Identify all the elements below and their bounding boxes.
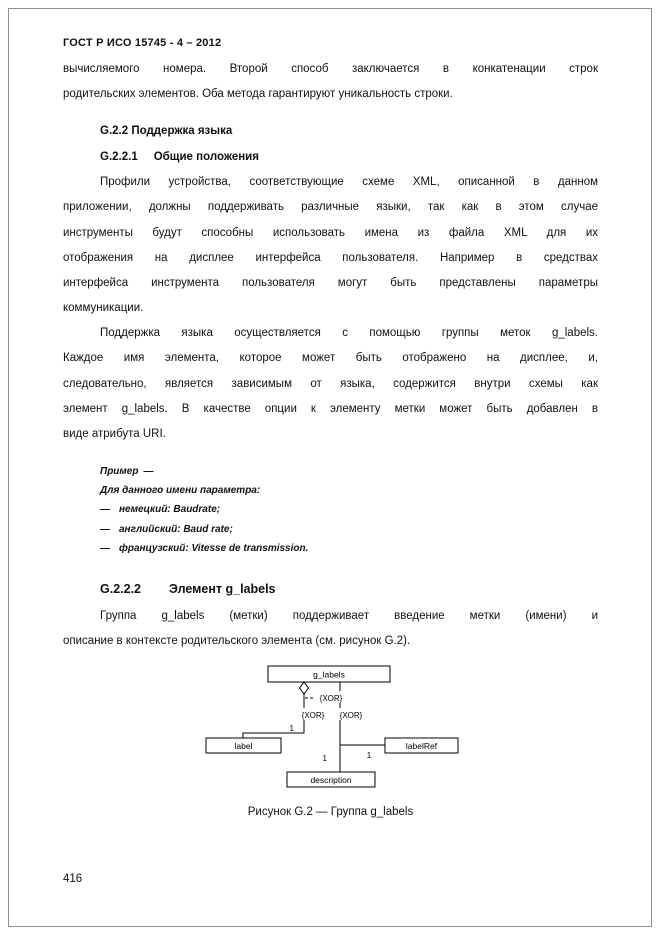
text-line: Группа g_labels (метки) поддерживает введение метки (имени) и: [100, 610, 598, 622]
figure-caption: Рисунок G.2 — Группа g_labels: [247, 806, 414, 818]
example-item-text: французский: Vitesse de transmission.: [119, 542, 309, 554]
example-item-text: немецкий: Baudrate;: [119, 504, 221, 516]
figure-g2-diagram: [186, 660, 476, 792]
example-item-text: английский: Baud rate;: [119, 523, 233, 535]
text-line: виде атрибута URI.: [63, 428, 166, 441]
text-line: отображения на дисплее интерфейса пользователя. Например в средствах: [63, 251, 598, 264]
text-line: Каждое имя элемента, которое может быть отображено на дисплее, и,: [63, 352, 598, 365]
paragraph-3: [63, 604, 598, 655]
text-line: Профили устройства, соответствующие схеме XML, описанной в данном: [100, 176, 598, 188]
labelref-box-label: labelRef: [405, 741, 438, 751]
description-box-label: description: [310, 775, 352, 785]
dash-marker: —: [100, 542, 110, 554]
example-intro: Для данного имени параметра:: [100, 485, 261, 497]
text-line: приложении, должны поддерживать различные языки, так как в этом случае: [63, 201, 598, 214]
aggregation-diamond-icon: [300, 682, 309, 694]
text-line: коммуникации.: [63, 302, 144, 315]
multiplicity-description: 1: [322, 754, 327, 763]
xor-right-label: {XOR}: [339, 711, 363, 720]
multiplicity-labelref: 1: [366, 751, 372, 760]
heading-number: G.2.2.1: [100, 151, 138, 163]
text-line: родительских элементов. Оба метода гарантируют уникальность строки.: [63, 88, 453, 101]
example-title: [100, 462, 570, 481]
example-item: [100, 500, 570, 519]
connector-label: [243, 694, 304, 738]
example-item: [100, 539, 570, 558]
heading-number: G.2.2.2: [100, 582, 141, 596]
heading-title: Элемент g_labels: [169, 582, 276, 596]
example-item: [100, 520, 570, 539]
paragraph-intro: [63, 57, 598, 108]
document-header: ГОСТ Р ИСО 15745 - 4 – 2012: [63, 37, 222, 49]
paragraph-2: [63, 321, 598, 447]
heading-title: Общие положения: [153, 151, 259, 163]
heading-g222: G.2.2 Поддержка языка: [100, 125, 233, 137]
dash-marker: —: [100, 504, 110, 516]
text-line: Поддержка языка осуществляется с помощью группы меток g_labels.: [100, 327, 598, 339]
dash-marker: —: [100, 523, 110, 535]
example-title-dash: —: [143, 466, 153, 477]
xor-top-label: {XOR}: [319, 694, 343, 703]
heading-g2221: [100, 150, 598, 164]
text-line: вычисляемого номера. Второй способ заключается в конкатенации строк: [63, 63, 598, 75]
g-labels-box-label: g_labels: [313, 669, 345, 680]
example-title-word: Пример: [100, 466, 139, 477]
text-line: элемент g_labels. В качестве опции к элементу метки может быть добавлен в: [63, 402, 598, 415]
text-line: следовательно, является зависимым от языка, содержится внутри схемы как: [63, 377, 598, 390]
paragraph-1: [63, 170, 598, 322]
xor-left-label: {XOR}: [301, 711, 325, 720]
page-number: 416: [63, 873, 83, 885]
heading-g2222: [100, 582, 598, 596]
text-line: описание в контексте родительского элемента (см. рисунок G.2).: [63, 635, 411, 648]
example-block: [100, 462, 570, 558]
text-line: инструменты будут способны использовать имена из файла XML для их: [63, 226, 598, 239]
multiplicity-label: 1: [289, 724, 294, 733]
label-box-label: label: [234, 741, 253, 751]
text-line: интерфейса инструмента пользователя могут быть представлены параметры: [63, 277, 598, 290]
